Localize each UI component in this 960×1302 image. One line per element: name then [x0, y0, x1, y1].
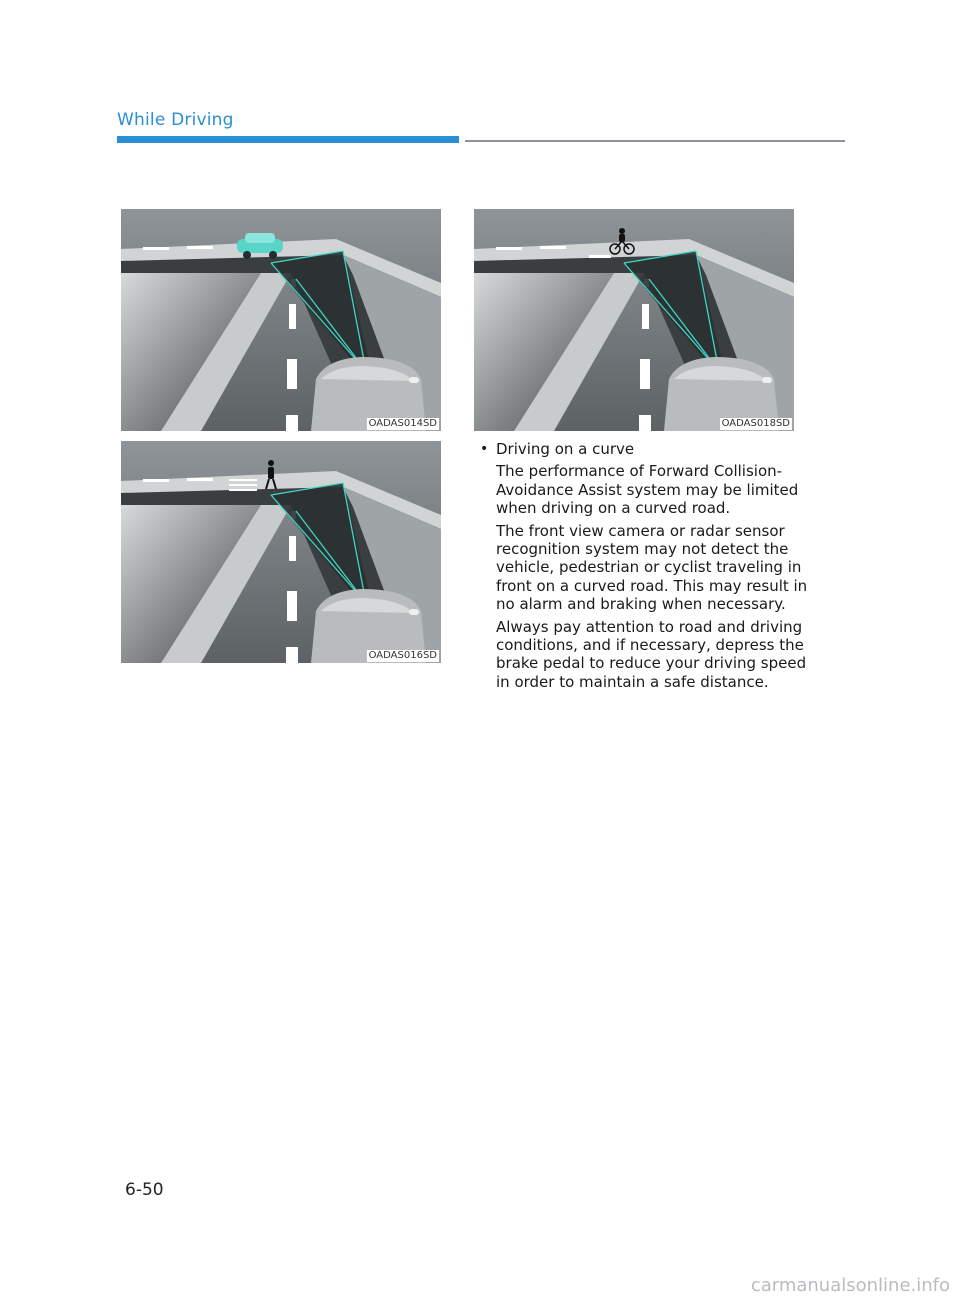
figure-code: OADAS016SD [368, 650, 437, 661]
road-illustration [474, 209, 794, 431]
page-number: 6-50 [125, 1180, 164, 1200]
paragraph: The performance of Forward Collision-Avoidance Assist system may be limited when driving on a curved road. [496, 462, 799, 518]
bullet-heading [480, 440, 810, 458]
figure-code: OADAS018SD [721, 418, 790, 429]
watermark[interactable]: carmanualsonline.info [750, 1275, 950, 1296]
paragraph: Always pay attention to road and driving conditions, and if necessary, depress the brake pedal to reduce your driving speed in order to maintain a safe distance. [496, 617, 807, 691]
header-rule [465, 140, 845, 142]
figure-car-ahead [121, 209, 441, 431]
heading-text: Driving on a curve [496, 440, 635, 458]
road-illustration [121, 441, 441, 663]
road-illustration [121, 209, 441, 431]
paragraph: The front view camera or radar sensor recognition system may not detect the vehicle, pedestrian or cyclist traveling in front on a curved road. This may result in no alarm and braking when necessary. [496, 521, 808, 614]
header-rule-accent [117, 136, 459, 143]
bullet-icon: • [480, 441, 489, 457]
figure-pedestrian-ahead [121, 441, 441, 663]
figure-code: OADAS014SD [368, 418, 437, 429]
section-title: While Driving [117, 110, 234, 130]
figure-cyclist-ahead [474, 209, 794, 431]
body-text [480, 440, 810, 695]
